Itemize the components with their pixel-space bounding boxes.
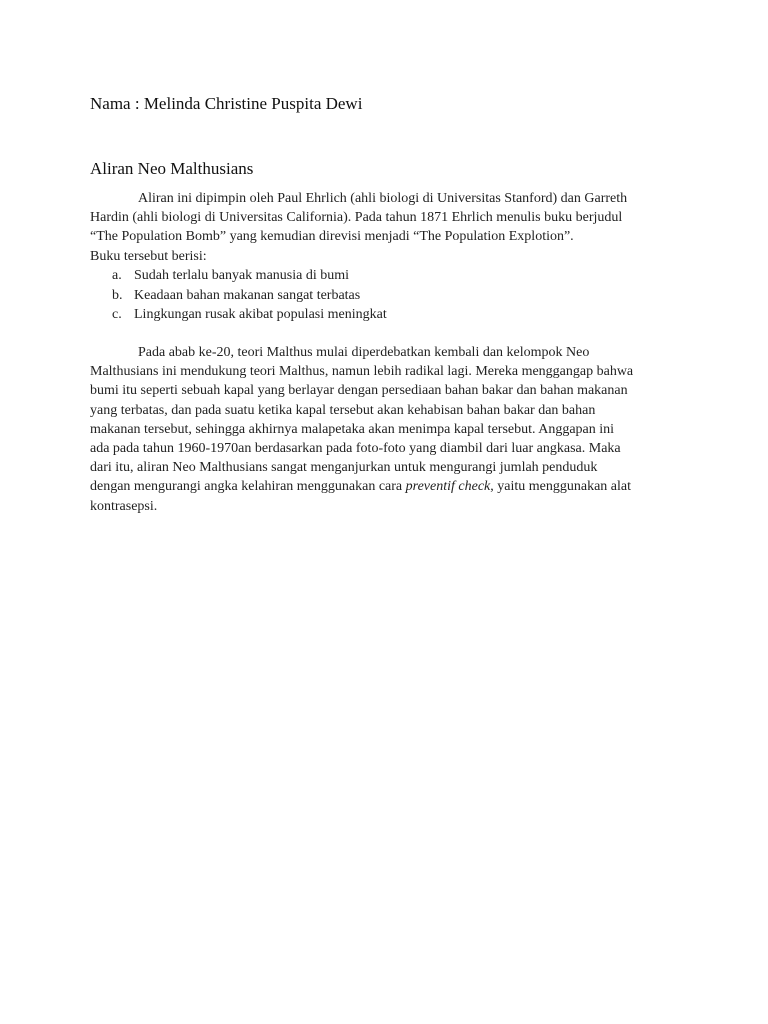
list-item-text: Keadaan bahan makanan sangat terbatas bbox=[134, 287, 361, 303]
line-text: dengan mengurangi angka kelahiran menggunakan cara bbox=[90, 479, 406, 495]
paragraph-line: makanan tersebut, sehingga akhirnya malapetaka akan menimpa kapal tersebut. Anggapan ini bbox=[90, 421, 615, 437]
list-item bbox=[90, 286, 680, 306]
line-text: , yaitu menggunakan alat bbox=[490, 479, 631, 495]
list-item bbox=[90, 305, 680, 325]
author-name: Nama : Melinda Christine Puspita Dewi bbox=[90, 94, 363, 113]
list-item-text: Sudah terlalu banyak manusia di bumi bbox=[134, 268, 350, 283]
paragraph-line: Aliran ini dipimpin oleh Paul Ehrlich (ahli biologi di Universitas Stanford) dan Garreth bbox=[138, 191, 628, 206]
paragraph-line: Buku tersebut berisi: bbox=[90, 248, 207, 264]
italic-term: preventif check bbox=[405, 479, 491, 495]
paragraph-line: Malthusians ini mendukung teori Malthus, namun lebih radikal lagi. Mereka menggangap bahwa bbox=[90, 364, 634, 380]
paragraph-line: bumi itu seperti sebuah kapal yang berlayar dengan persediaan bahan bakar dan bahan makanan bbox=[90, 383, 628, 399]
paragraph-line: ada pada tahun 1960-1970an berdasarkan pada foto-foto yang diambil dari luar angkasa. Maka bbox=[90, 441, 621, 457]
paragraph-line: Pada abab ke-20, teori Malthus mulai diperdebatkan kembali dan kelompok Neo bbox=[138, 345, 590, 360]
paragraph-intro bbox=[90, 189, 680, 266]
paragraph-line: kontrasepsi. bbox=[90, 498, 158, 514]
book-contents-list bbox=[90, 266, 680, 325]
list-marker: b. bbox=[112, 287, 123, 303]
paragraph-line: “The Population Bomb” yang kemudian direvisi menjadi “The Population Explotion”. bbox=[90, 229, 574, 245]
paragraph-line: dari itu, aliran Neo Malthusians sangat menganjurkan untuk mengurangi jumlah penduduk bbox=[90, 460, 598, 476]
paragraph-line: Hardin (ahli biologi di Universitas California). Pada tahun 1871 Ehrlich menulis buku berjudul bbox=[90, 210, 623, 226]
list-marker: c. bbox=[112, 307, 122, 322]
list-item-text: Lingkungan rusak akibat populasi meningkat bbox=[134, 307, 387, 322]
list-marker: a. bbox=[112, 268, 122, 283]
paragraph-neo-malthusians bbox=[90, 343, 680, 516]
section-heading: Aliran Neo Malthusians bbox=[90, 159, 254, 178]
list-item bbox=[90, 266, 680, 286]
paragraph-line bbox=[90, 477, 680, 496]
paragraph-line: yang terbatas, dan pada suatu ketika kapal tersebut akan kehabisan bahan bakar dan bahan bbox=[90, 402, 596, 418]
